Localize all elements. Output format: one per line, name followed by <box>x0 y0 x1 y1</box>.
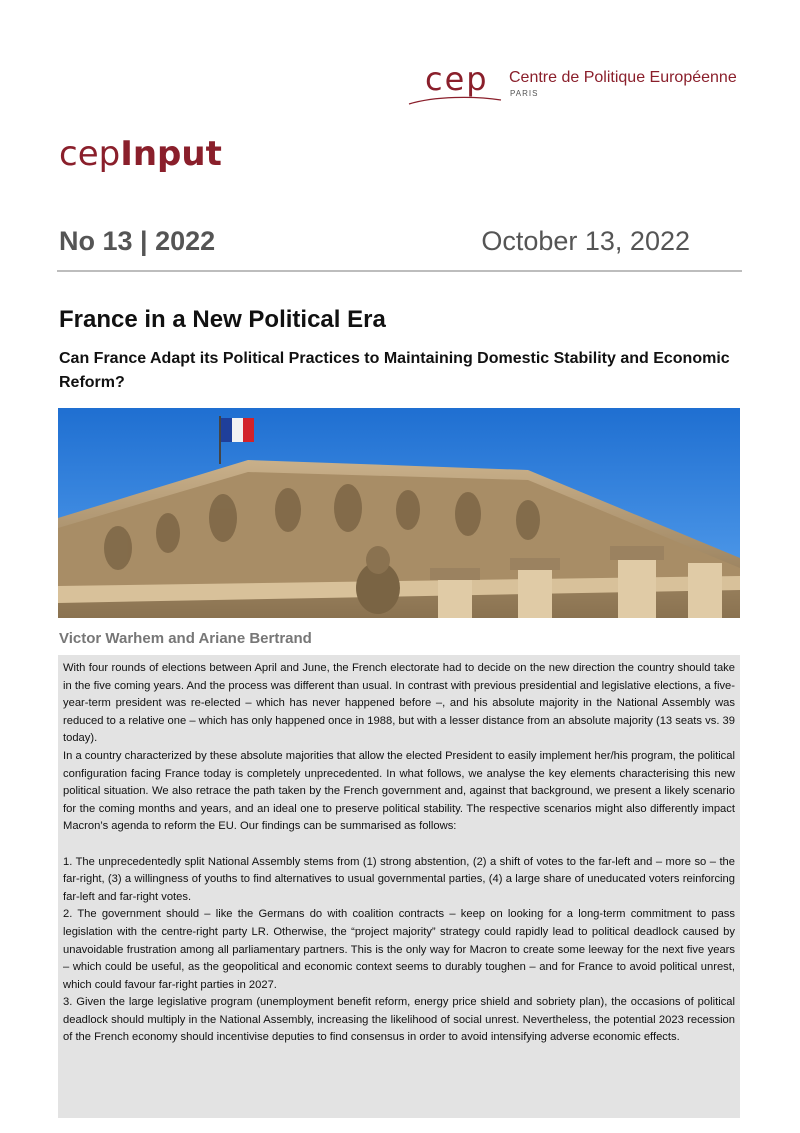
organization-name: Centre de Politique Européenne <box>509 69 737 86</box>
finding-item: 1. The unprecedentedly split National Assembly stems from (1) strong abstention, (2) a shift of votes to the far-left and – more so – the far-right, (3) a willingness of youths to find alternatives to usual governmental parties, (4) a large share of uneducated voters reinforcing far-left and far-right votes. <box>63 855 735 903</box>
brand-prefix: cep <box>59 134 121 174</box>
publication-brand <box>59 134 222 174</box>
paragraph-gap <box>63 836 735 854</box>
summary-paragraph: With four rounds of elections between April and June, the French electorate had to decide on the new direction the country should take in the five coming years. And the process was different than usual. In contrast with previous presidential and legislative elections, a five-year-term president was re-elected – which has never happened before –, and his absolute majority in the National Assembly was reduced to a relative one – which has only happened once in 1988, but with a lesser distance from an absolute majority (13 seats vs. 39 today). <box>63 662 735 745</box>
french-flag-icon <box>221 418 254 442</box>
issue-number: No 13 | 2022 <box>59 226 216 256</box>
article-authors: Victor Warhem and Ariane Bertrand <box>59 630 312 647</box>
cep-logo <box>405 60 745 110</box>
finding-item: 2. The government should – like the Germans do with coalition contracts – keep on looking for a long-term commitment to pass legislation with the centre-right party LR. Otherwise, the “project majority” strategy could rapidly lead to political deadlock caused by unavoidable frustration among all parliamentary partners. This is the only way for Macron to create some leeway for the next five years – which could be useful, as the geopolitical and economic context seems to durably toughen – and for France to avoid political unrest, which could favour far-right parties in 2027. <box>63 908 735 991</box>
page-title: France in a New Political Era <box>59 306 386 333</box>
summary-paragraph: In a country characterized by these absolute majorities that allow the elected President to easily implement her/his program, the political configuration facing France today is completely unprecedented. In what follows, we analyse the key elements characterising this new political situation. We also retrace the path taken by the French government and, against that background, we present a likely scenario for the coming months and years, and an ideal one to preserve political stability. The respective scenarios might also differently impact Macron’s agenda to reform the EU. Our findings can be summarised as follows: <box>63 749 735 833</box>
brand-suffix: Input <box>120 134 222 174</box>
organization-city: PARIS <box>510 89 539 98</box>
national-assembly-building-image <box>58 408 740 618</box>
summary-box <box>58 655 740 1118</box>
logo-wordmark: cep <box>425 60 489 98</box>
finding-item: 3. Given the large legislative program (unemployment benefit reform, energy price shield and sobriety plan), the occasions of political deadlock should multiply in the National Assembly, increasing the likelihood of social unrest. Nevertheless, the potential 2023 recession of the French economy should incentivise deputies to find consensus in order to avoid intensifying adverse economic effects. <box>63 996 735 1044</box>
header-divider <box>57 270 742 272</box>
page-subtitle: Can France Adapt its Political Practices to Maintaining Domestic Stability and Economic Reform? <box>59 350 730 391</box>
issue-date: October 13, 2022 <box>481 226 690 256</box>
cover-photo <box>58 408 740 618</box>
